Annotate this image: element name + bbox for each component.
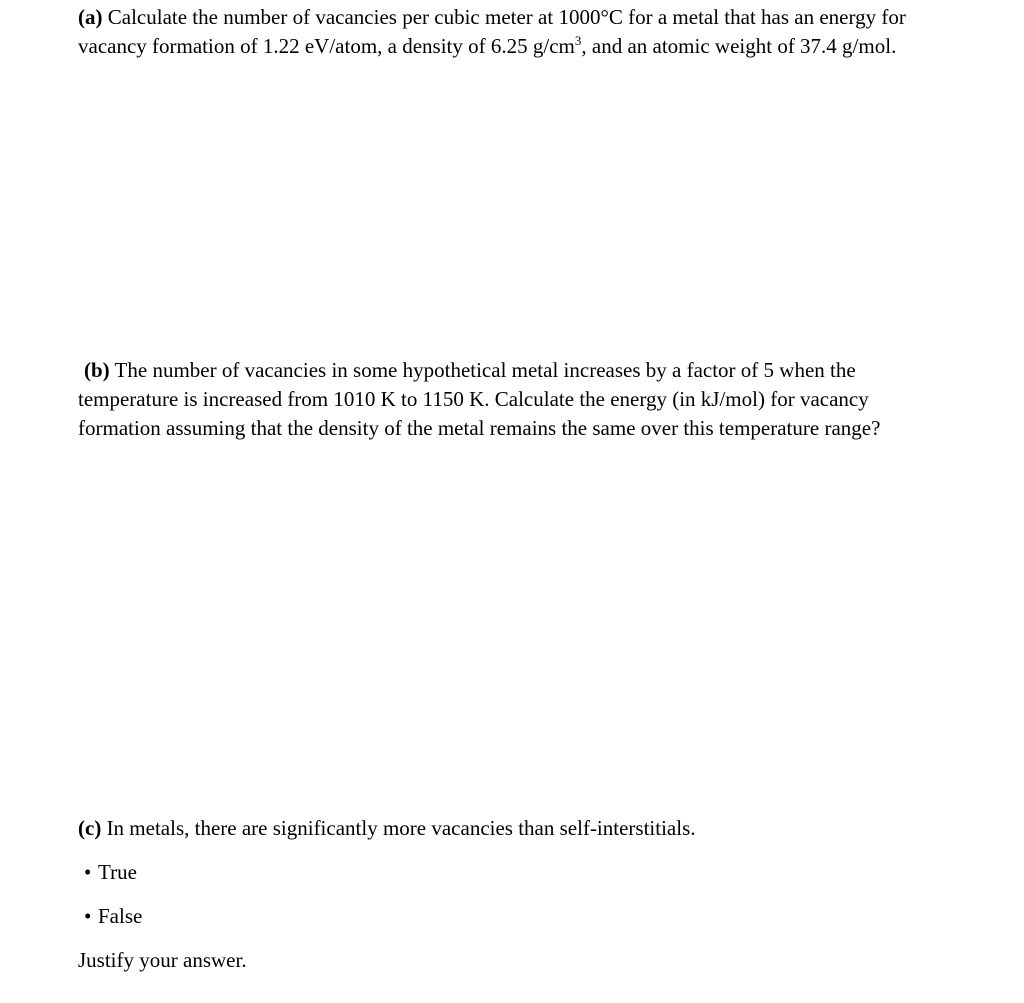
question-b-line-2: temperature is increased from 1010 K to 1150 K. Calculate the energy (in kJ/mol) for vacancy [78, 387, 869, 411]
question-a-line-2: vacancy formation of 1.22 eV/atom, a density of 6.25 $g/cm^3$, and an atomic weight of 37.4 g/mol. [78, 33, 897, 58]
question-b-line-3: formation assuming that the density of the metal remains the same over this temperature range? [78, 416, 881, 440]
option-true[interactable] [84, 858, 137, 887]
question-b [78, 356, 978, 443]
question-c-line: (c) In metals, there are significantly more vacancies than self-interstitials. [78, 816, 696, 840]
question-c [78, 814, 696, 843]
question-b-line-1: (b) The number of vacancies in some hypothetical metal increases by a factor of 5 when the [84, 358, 856, 382]
question-a [78, 3, 1008, 61]
justify-prompt: Justify your answer. [78, 948, 247, 972]
question-c-label: (c) [78, 816, 102, 840]
question-a-label: (a) [78, 5, 103, 29]
bullet-icon: • [84, 904, 92, 928]
option-true-label: True [98, 860, 137, 884]
option-false[interactable] [84, 902, 142, 931]
question-a-line-1: (a) Calculate the number of vacancies per cubic meter at 1000°C for a metal that has an energy for [78, 5, 906, 29]
option-false-label: False [98, 904, 143, 928]
bullet-icon: • [84, 860, 92, 884]
question-b-label: (b) [84, 358, 110, 382]
